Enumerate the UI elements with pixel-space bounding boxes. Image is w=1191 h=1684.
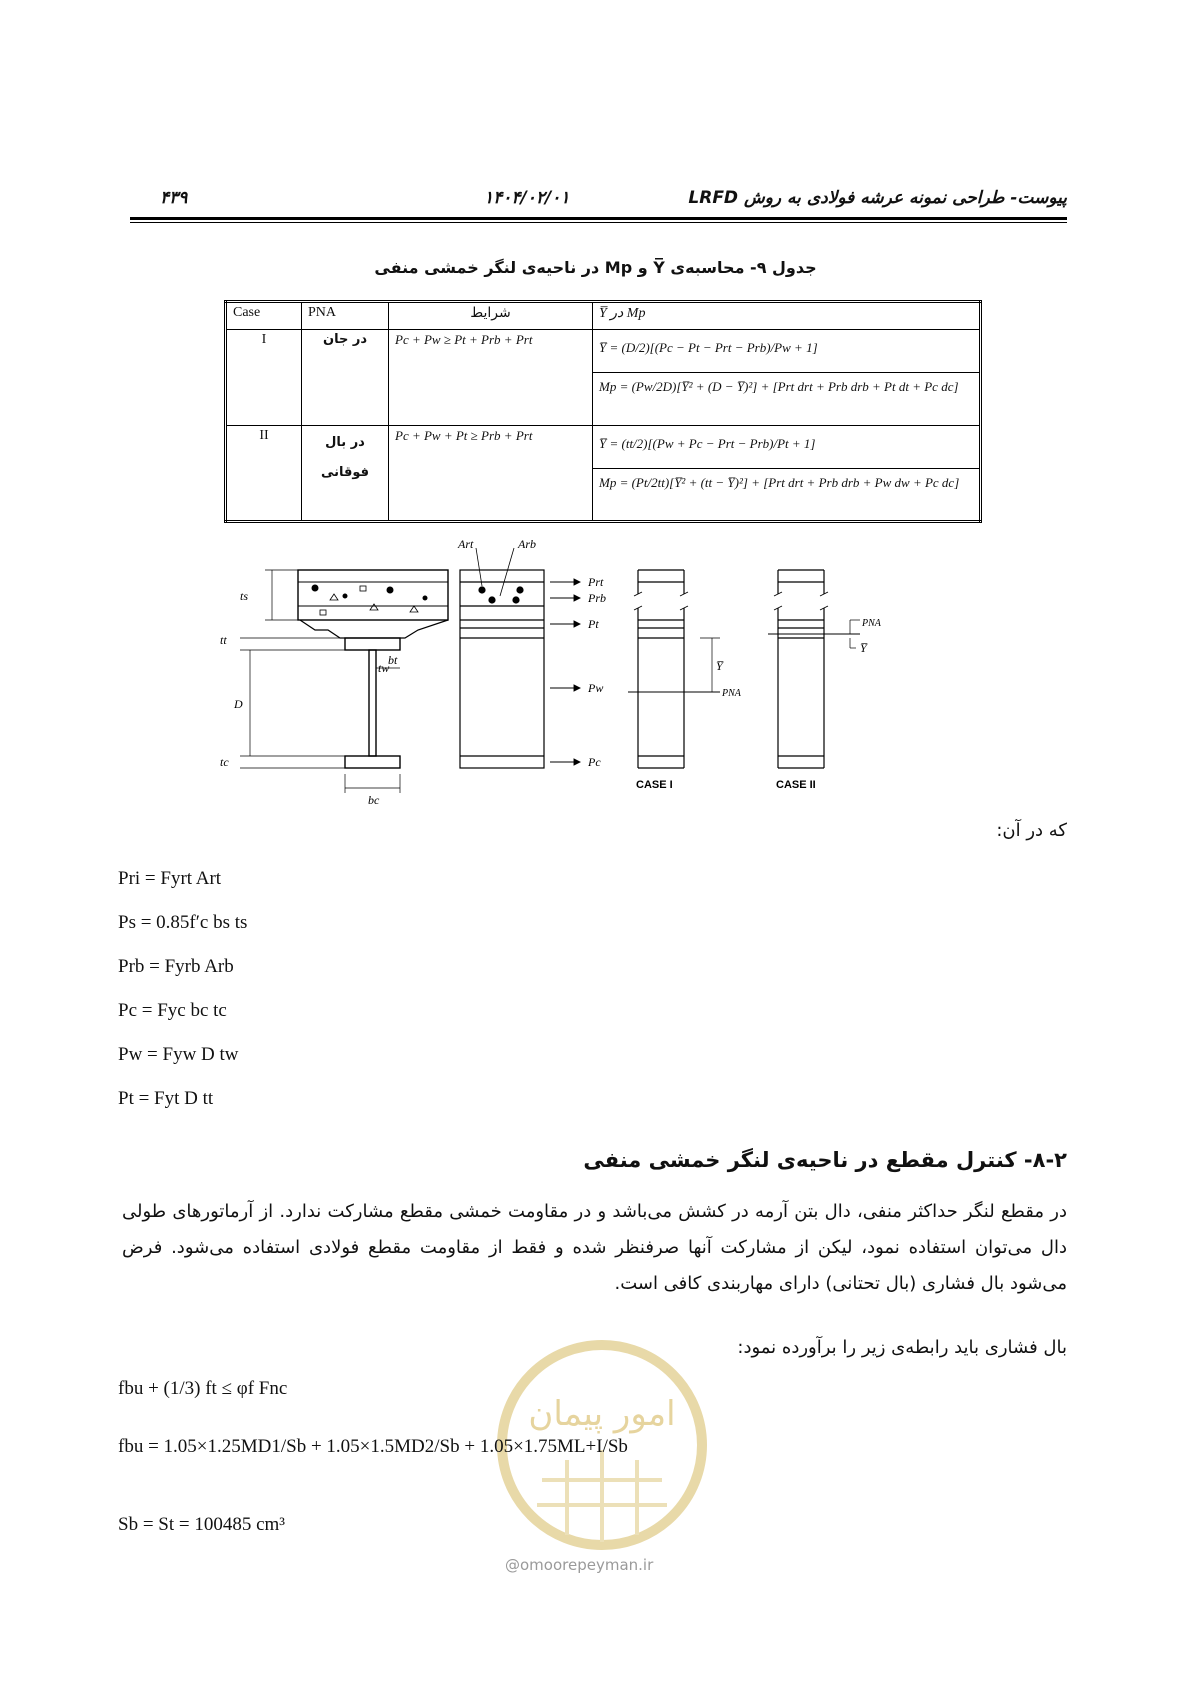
intro-text: که در آن:	[996, 820, 1067, 841]
formula-divider	[593, 468, 979, 469]
ybar-formula: Y̅ = (D/2)[(Pc − Pt − Prt − Prb)/Pw + 1]	[599, 340, 818, 355]
equation-1	[118, 1378, 287, 1400]
pna-cell: در جان	[302, 330, 389, 426]
definition-pw: Pw = Fyw D tw	[118, 1044, 239, 1065]
table-header-row	[226, 302, 981, 330]
table-caption: جدول ۹- محاسبه‌ی Y̅ و Mp در ناحیه‌ی لنگر خمشی منفی	[374, 258, 817, 277]
label-case1: CASE I	[636, 779, 673, 791]
header-pna: PNA	[302, 302, 389, 330]
mp-formula: Mp = (Pw/2D)[Y̅² + (D − Y̅)²] + [Prt drt + Prb drb + Pt dt + Pc dc]	[599, 379, 959, 394]
equation-3	[118, 1514, 285, 1536]
header-rule-thick	[130, 217, 1067, 220]
case-cell: I	[226, 330, 302, 426]
label-bc: bc	[368, 793, 380, 807]
header-formula: Y̅ در Mp	[593, 302, 981, 330]
definition-pc: Pc = Fyc bc tc	[118, 1000, 227, 1021]
formula-cell	[593, 426, 981, 522]
label-pc: Pc	[588, 755, 601, 769]
watermark-logo-text: امور پیمان	[528, 1394, 676, 1434]
equation-1-text: fbu + (1/3) ft ≤ φf Fnc	[118, 1378, 288, 1399]
label-prb: Prb	[588, 591, 606, 605]
formula-cell	[593, 330, 981, 426]
table-row	[226, 426, 981, 522]
formula-divider	[593, 372, 979, 373]
section-paragraph: در مقطع لنگر حداکثر منفی، دال بتن آرمه در کشش می‌باشد و در مقاومت خمشی مقطع مشارکت ندارد. از آرماتورهای طولی دال می‌توان استفاده نمود، لیکن از مشارکت آنها صرفنظر شده و فقط از مقاومت مقطع فولادی استفاده می‌شود. فرض می‌شود بال فشاری (بال تحتانی) دارای مهاربندی کافی است.	[122, 1201, 1067, 1294]
header-conditions: شرایط	[389, 302, 593, 330]
label-pna-case1: PNA	[722, 688, 741, 699]
composite-section-figure	[220, 538, 980, 810]
page-number: ۴۳۹	[160, 188, 188, 208]
label-case2: CASE II	[776, 779, 816, 791]
label-bt: bt	[388, 653, 398, 667]
case-cell: II	[226, 426, 302, 522]
header-case: Case	[226, 302, 302, 330]
condition-cell: Pc + Pw + Pt ≥ Prb + Prt	[389, 426, 593, 522]
header-rule-thin	[130, 222, 1067, 223]
label-tc: tc	[220, 755, 229, 769]
label-ybar-case2: Y̅	[860, 641, 867, 655]
label-tt: tt	[220, 633, 227, 647]
mp-formula: Mp = (Pt/2tt)[Y̅² + (tt − Y̅)²] + [Prt drt + Prb drb + Pw dw + Pc dc]	[599, 475, 960, 490]
label-ybar-case1: Y̅	[716, 659, 723, 673]
label-art: Art	[458, 538, 474, 551]
label-pw: Pw	[588, 681, 604, 695]
equation-3-text: Sb = St = 100485 cm³	[118, 1514, 286, 1535]
requirement-text: بال فشاری باید رابطه‌ی زیر را برآورده نمود:	[737, 1337, 1067, 1358]
force-diagram	[460, 548, 544, 768]
definition-pri: Pri = Fyrt Art	[118, 868, 222, 889]
pna-table	[224, 300, 982, 523]
equation-2-text: fbu = 1.05×1.25MD1/Sb + 1.05×1.5MD2/Sb + 1.05×1.75ML+I/Sb	[118, 1436, 628, 1457]
label-prt: Prt	[588, 575, 604, 589]
watermark-url: @omoorepeyman.ir	[505, 1556, 654, 1574]
condition-cell: Pc + Pw ≥ Pt + Prb + Prt	[389, 330, 593, 426]
section-heading: ۸-۲- کنترل مقطع در ناحیه‌ی لنگر خمشی منفی	[583, 1148, 1067, 1172]
equation-2	[118, 1436, 628, 1458]
running-date: ۱۴۰۴/۰۲/۰۱	[484, 188, 570, 208]
label-tw: tw	[378, 661, 390, 675]
case1-diagram	[628, 570, 720, 768]
definition-ps: Ps = 0.85f′c bs ts	[118, 912, 248, 933]
definition-prb: Prb = Fyrb Arb	[118, 956, 234, 977]
label-pt: Pt	[588, 617, 599, 631]
running-title: پیوست- طراحی نمونه عرشه فولادی به روش LRFD	[688, 188, 1067, 208]
case2-diagram	[768, 570, 860, 768]
concrete-slab	[298, 570, 448, 638]
label-ts: ts	[240, 589, 249, 603]
table-row	[226, 330, 981, 426]
definition-pt: Pt = Fyt D tt	[118, 1088, 214, 1109]
label-pna-case2: PNA	[862, 618, 881, 629]
ybar-formula: Y̅ = (tt/2)[(Pw + Pc − Prt − Prb)/Pt + 1]	[599, 436, 816, 451]
label-d: D	[234, 697, 243, 711]
pna-cell: در بال فوقانی	[302, 426, 389, 522]
label-arb: Arb	[518, 538, 536, 551]
force-arrows	[550, 579, 580, 765]
